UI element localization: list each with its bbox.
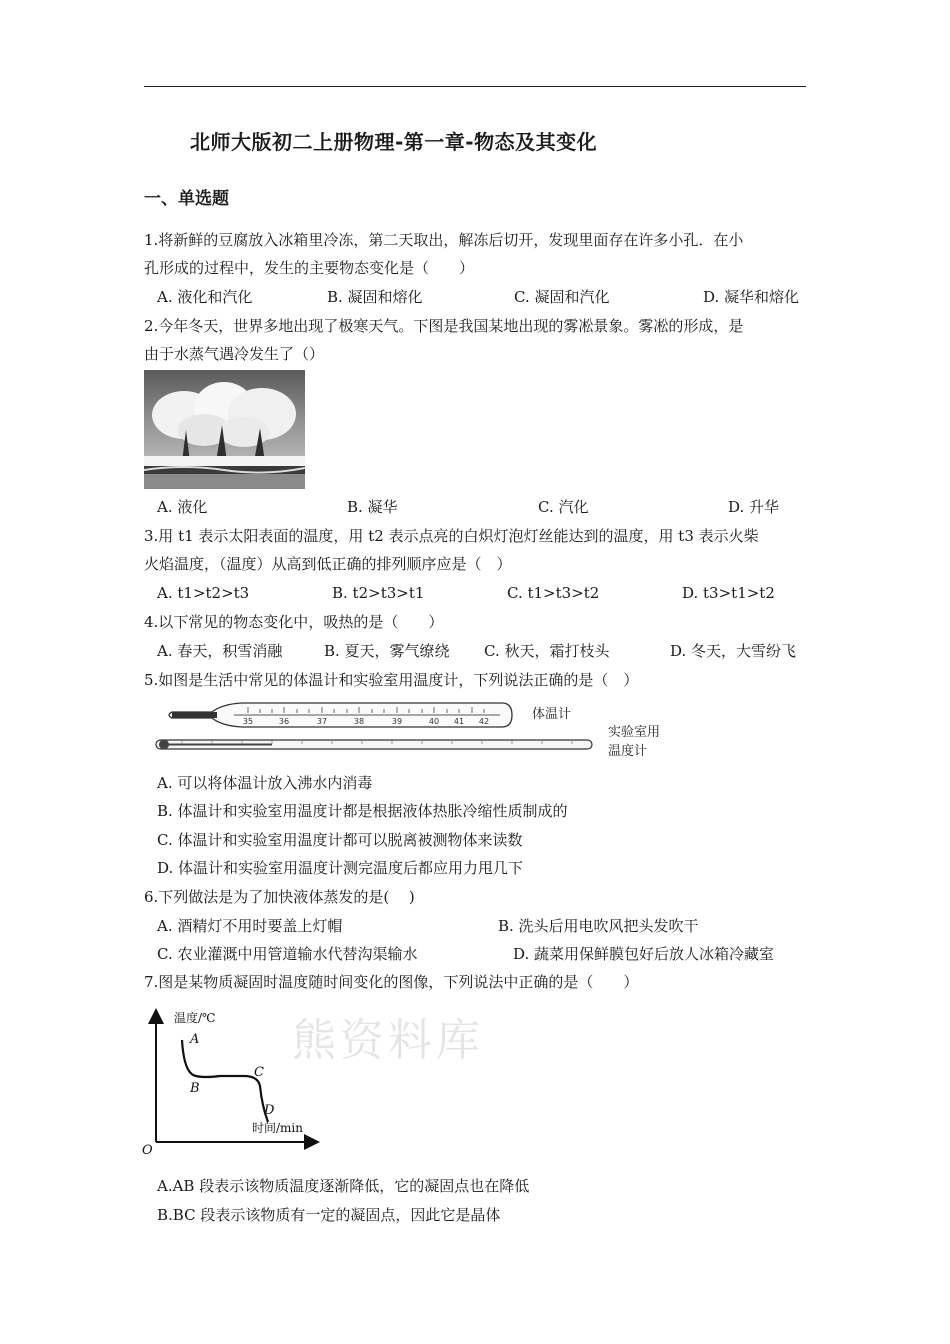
q2-stem-line2: 由于水蒸气遇冷发生了（） bbox=[144, 345, 325, 363]
q1-option-c: C. 凝固和汽化 bbox=[514, 288, 610, 306]
point-a: A bbox=[190, 1032, 200, 1047]
header-rule bbox=[144, 86, 806, 87]
q2-option-d: D. 升华 bbox=[728, 498, 780, 516]
section-heading: 一、单选题 bbox=[144, 189, 229, 209]
scale-35: 35 bbox=[242, 717, 254, 726]
scale-39: 39 bbox=[391, 717, 403, 726]
lab-thermometer-label-2: 温度计 bbox=[608, 744, 648, 759]
lab-thermometer-label-1: 实验室用 bbox=[608, 725, 661, 740]
point-d: D bbox=[264, 1103, 275, 1118]
q5-option-d: D. 体温计和实验室用温度计测完温度后都应用力甩几下 bbox=[157, 859, 524, 877]
q6-stem: 6.下列做法是为了加快液体蒸发的是( ) bbox=[144, 888, 415, 906]
q7-stem: 7.图是某物质凝固时温度随时间变化的图像，下列说法中正确的是（ ） bbox=[144, 973, 639, 991]
scale-38: 38 bbox=[353, 717, 365, 726]
y-axis-label: 温度/℃ bbox=[174, 1011, 216, 1025]
q5-option-b: B. 体温计和实验室用温度计都是根据液体热胀冷缩性质制成的 bbox=[157, 802, 568, 820]
q6-option-c: C. 农业灌溉中用管道输水代替沟渠输水 bbox=[157, 945, 418, 963]
page-title: 北师大版初二上册物理-第一章-物态及其变化 bbox=[190, 130, 598, 154]
scale-36: 36 bbox=[278, 717, 290, 726]
q1-stem-line1: 1.将新鲜的豆腐放入冰箱里冷冻，第二天取出，解冻后切开，发现里面存在许多小孔．在小 bbox=[144, 231, 744, 249]
q3-stem-line2: 火焰温度，（温度）从高到低正确的排列顺序应是（ ） bbox=[144, 555, 512, 573]
q4-option-c: C. 秋天，霜打枝头 bbox=[484, 642, 610, 660]
q2-stem-line1: 2.今年冬天，世界多地出现了极寒天气。下图是我国某地出现的雾凇景象。雾凇的形成，是 bbox=[144, 317, 744, 335]
scale-42: 42 bbox=[478, 717, 490, 726]
q2-option-a: A. 液化 bbox=[157, 498, 208, 516]
q6-option-a: A. 酒精灯不用时要盖上灯帽 bbox=[157, 917, 343, 935]
q3-option-d: D. t3>t1>t2 bbox=[682, 584, 775, 602]
q4-option-b: B. 夏天，雾气缭绕 bbox=[324, 642, 450, 660]
scale-40: 40 bbox=[428, 717, 440, 726]
q3-option-c: C. t1>t3>t2 bbox=[507, 584, 600, 602]
q4-option-d: D. 冬天，大雪纷飞 bbox=[670, 642, 797, 660]
q6-option-b: B. 洗头后用电吹风把头发吹干 bbox=[498, 917, 699, 935]
body-thermometer-label: 体温计 bbox=[532, 707, 572, 722]
q3-option-a: A. t1>t2>t3 bbox=[157, 584, 250, 602]
q3-stem-line1: 3.用 t1 表示太阳表面的温度，用 t2 表示点亮的白炽灯泡灯丝能达到的温度，用 t3 表示火柴 bbox=[144, 527, 759, 545]
point-c: C bbox=[254, 1065, 264, 1080]
rime-photo bbox=[144, 370, 305, 489]
q2-option-b: B. 凝华 bbox=[347, 498, 398, 516]
scale-41: 41 bbox=[453, 717, 465, 726]
q1-stem-line2: 孔形成的过程中，发生的主要物态变化是（ ） bbox=[144, 259, 475, 277]
watermark: 熊资料库 bbox=[292, 1015, 484, 1066]
thermometer-figure bbox=[152, 698, 672, 764]
q5-option-a: A. 可以将体温计放入沸水内消毒 bbox=[157, 774, 373, 792]
point-b: B bbox=[190, 1081, 200, 1096]
q5-option-c: C. 体温计和实验室用温度计都可以脱离被测物体来读数 bbox=[157, 831, 523, 849]
q5-stem: 5.如图是生活中常见的体温计和实验室用温度计，下列说法正确的是（ ） bbox=[144, 671, 639, 689]
q3-option-b: B. t2>t3>t1 bbox=[332, 584, 425, 602]
q6-option-d: D. 蔬菜用保鲜膜包好后放人冰箱冷藏室 bbox=[513, 945, 775, 963]
x-axis-label: 时间/min bbox=[252, 1121, 303, 1135]
scale-37: 37 bbox=[316, 717, 328, 726]
q7-option-b: B.BC 段表示该物质有一定的凝固点，因此它是晶体 bbox=[157, 1206, 501, 1224]
q4-stem: 4.以下常见的物态变化中，吸热的是（ ） bbox=[144, 613, 444, 631]
q1-option-b: B. 凝固和熔化 bbox=[327, 288, 423, 306]
cooling-curve-graph bbox=[140, 1004, 330, 1160]
q1-option-a: A. 液化和汽化 bbox=[157, 288, 253, 306]
q7-option-a: A.AB 段表示该物质温度逐渐降低，它的凝固点也在降低 bbox=[157, 1177, 530, 1195]
q2-option-c: C. 汽化 bbox=[538, 498, 589, 516]
q4-option-a: A. 春天，积雪消融 bbox=[157, 642, 283, 660]
origin-label: O bbox=[142, 1143, 153, 1158]
q1-option-d: D. 凝华和熔化 bbox=[703, 288, 800, 306]
